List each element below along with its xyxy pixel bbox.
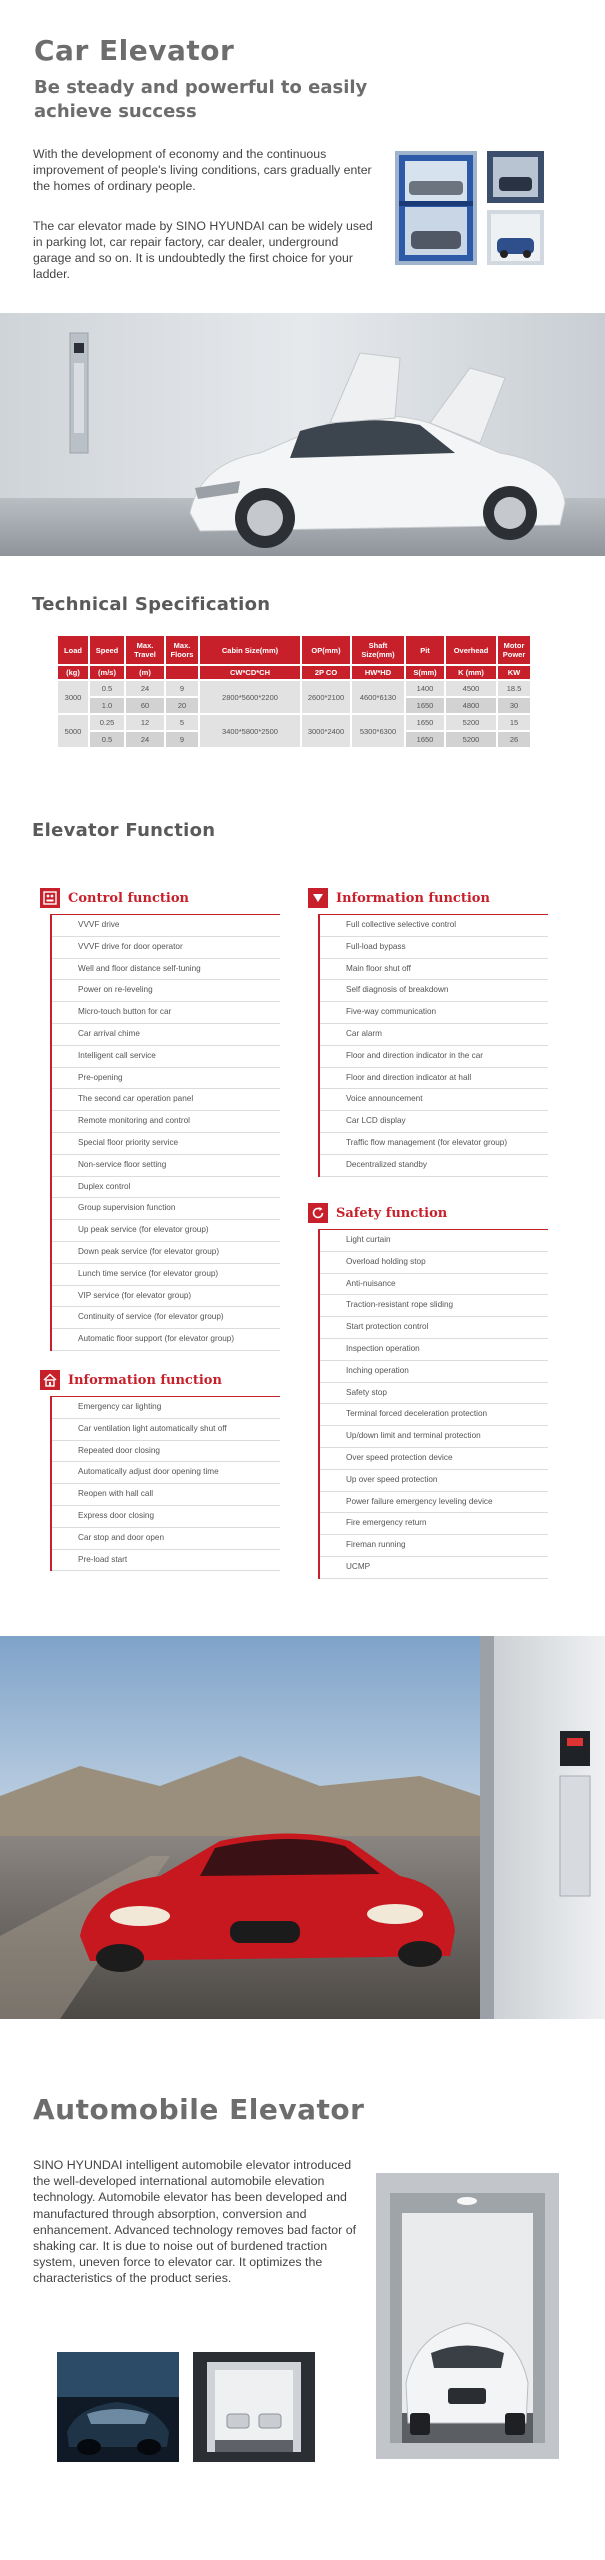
list-item: VVVF drive for door operator: [52, 937, 280, 959]
cell-power: 18.5: [498, 681, 530, 696]
list-item: The second car operation panel: [52, 1089, 280, 1111]
list-item: Power failure emergency leveling device: [320, 1492, 548, 1514]
cell-speed: 0.5: [90, 681, 124, 696]
dark-car-photo: [57, 2352, 179, 2462]
list-item: Pre-load start: [52, 1550, 280, 1572]
header-max-floors: Max. Floors: [166, 636, 198, 664]
list-item: Full collective selective control: [320, 915, 548, 937]
header-overhead: Overhead: [446, 636, 496, 664]
cell-speed: 0.25: [90, 715, 124, 730]
list-item: Repeated door closing: [52, 1441, 280, 1463]
cell-overhead: 4800: [446, 698, 496, 713]
unit-power: KW: [498, 666, 530, 679]
cell-load: 5000: [58, 715, 88, 747]
list-item: Automatic floor support (for elevator group): [52, 1329, 280, 1351]
elevator-garage-photo: [193, 2352, 315, 2462]
info-function-left-header: [40, 1370, 280, 1390]
arrow-down-icon: [308, 888, 328, 908]
cell-op: 3000*2400: [302, 715, 350, 747]
safety-function-list: [318, 1230, 548, 1579]
unit-pit: S(mm): [406, 666, 444, 679]
list-item: Light curtain: [320, 1230, 548, 1252]
parking-lift-photo: [395, 151, 477, 265]
list-item: Floor and direction indicator at hall: [320, 1068, 548, 1090]
list-item: Remote monitoring and control: [52, 1111, 280, 1133]
list-item: Voice announcement: [320, 1089, 548, 1111]
red-car-banner: [0, 1636, 605, 2019]
cell-floors: 9: [166, 681, 198, 696]
list-item: Anti-nuisance: [320, 1274, 548, 1296]
control-function-list: [50, 915, 280, 1351]
info-function-left-title: Information function: [68, 1372, 222, 1388]
info-function-right-block: [308, 888, 548, 1177]
list-item: Fire emergency return: [320, 1513, 548, 1535]
safety-function-header: [308, 1203, 548, 1223]
cell-floors: 20: [166, 698, 198, 713]
list-item: Well and floor distance self-tuning: [52, 959, 280, 981]
list-item: Express door closing: [52, 1506, 280, 1528]
list-item: Car alarm: [320, 1024, 548, 1046]
cell-shaft: 5300*6300: [352, 715, 404, 747]
list-item: Decentralized standby: [320, 1155, 548, 1177]
header-shaft-size: Shaft Size(mm): [352, 636, 404, 664]
info-function-right-header: [308, 888, 548, 908]
car-in-elevator-photo: [376, 2173, 559, 2459]
function-section-title: Elevator Function: [32, 820, 216, 841]
unit-overhead: K (mm): [446, 666, 496, 679]
cell-pit: 1650: [406, 698, 444, 713]
list-item: Safety stop: [320, 1383, 548, 1405]
cell-pit: 1650: [406, 715, 444, 730]
header-speed: Speed: [90, 636, 124, 664]
table-row: [58, 715, 530, 730]
safety-function-title: Safety function: [336, 1205, 448, 1221]
garage-elevator-photo: [487, 151, 544, 203]
control-function-header: [40, 888, 280, 908]
list-item: Car ventilation light automatically shut off: [52, 1419, 280, 1441]
page-title: Car Elevator: [34, 34, 235, 67]
unit-floors: [166, 666, 198, 679]
cell-pit: 1400: [406, 681, 444, 696]
list-item: Reopen with hall call: [52, 1484, 280, 1506]
list-item: Overload holding stop: [320, 1252, 548, 1274]
info-home-icon: [40, 1370, 60, 1390]
list-item: Up over speed protection: [320, 1470, 548, 1492]
list-item: Emergency car lighting: [52, 1397, 280, 1419]
cell-travel: 60: [126, 698, 164, 713]
intro-paragraph-2: The car elevator made by SINO HYUNDAI can be widely used in parking lot, car repair factory, car dealer, underground garage and so on. It is undoubtedly the first choice for your ladder.: [33, 219, 373, 281]
car-lift-photo: [487, 210, 544, 265]
header-pit: Pit: [406, 636, 444, 664]
cell-speed: 0.5: [90, 732, 124, 747]
list-item: Full-load bypass: [320, 937, 548, 959]
unit-op: 2P CO: [302, 666, 350, 679]
safety-function-block: [308, 1203, 548, 1579]
header-cabin-size: Cabin Size(mm): [200, 636, 300, 664]
cell-pit: 1650: [406, 732, 444, 747]
list-item: Floor and direction indicator in the car: [320, 1046, 548, 1068]
info-function-right-title: Information function: [336, 890, 490, 906]
list-item: Up peak service (for elevator group): [52, 1220, 280, 1242]
cell-power: 26: [498, 732, 530, 747]
cell-power: 15: [498, 715, 530, 730]
list-item: Down peak service (for elevator group): [52, 1242, 280, 1264]
info-function-left-block: [40, 1370, 280, 1571]
white-car-banner: [0, 313, 605, 556]
list-item: Intelligent call service: [52, 1046, 280, 1068]
cell-overhead: 4500: [446, 681, 496, 696]
list-item: Lunch time service (for elevator group): [52, 1264, 280, 1286]
list-item: Inching operation: [320, 1361, 548, 1383]
list-item: Continuity of service (for elevator group): [52, 1307, 280, 1329]
spec-section-title: Technical Specification: [32, 594, 271, 615]
spec-table-wrapper: [56, 634, 532, 749]
unit-load: (kg): [58, 666, 88, 679]
control-panel-icon: [40, 888, 60, 908]
refresh-safety-icon: [308, 1203, 328, 1223]
cell-overhead: 5200: [446, 715, 496, 730]
table-row: [58, 681, 530, 696]
list-item: Over speed protection device: [320, 1448, 548, 1470]
list-item: Terminal forced deceleration protection: [320, 1404, 548, 1426]
cell-power: 30: [498, 698, 530, 713]
subtitle-line-1: Be steady and powerful to easily: [34, 77, 368, 98]
list-item: Group supervision function: [52, 1198, 280, 1220]
control-function-block: [40, 888, 280, 1351]
unit-cabin: CW*CD*CH: [200, 666, 300, 679]
list-item: Car stop and door open: [52, 1528, 280, 1550]
intro-subtitle: [34, 76, 367, 124]
list-item: Special floor priority service: [52, 1133, 280, 1155]
cell-cabin: 2800*5600*2200: [200, 681, 300, 713]
header-op: OP(mm): [302, 636, 350, 664]
cell-shaft: 4600*6130: [352, 681, 404, 713]
spec-table: [56, 634, 532, 749]
cell-travel: 12: [126, 715, 164, 730]
auto-title: Automobile Elevator: [33, 2093, 365, 2126]
list-item: Non-service floor setting: [52, 1155, 280, 1177]
subtitle-line-2: achieve success: [34, 101, 197, 122]
list-item: Self diagnosis of breakdown: [320, 980, 548, 1002]
list-item: Start protection control: [320, 1317, 548, 1339]
list-item: Micro-touch button for car: [52, 1002, 280, 1024]
list-item: Car arrival chime: [52, 1024, 280, 1046]
list-item: Traction-resistant rope sliding: [320, 1295, 548, 1317]
info-function-right-list: [318, 915, 548, 1177]
list-item: VIP service (for elevator group): [52, 1286, 280, 1308]
cell-floors: 9: [166, 732, 198, 747]
list-item: Car LCD display: [320, 1111, 548, 1133]
control-function-title: Control function: [68, 890, 189, 906]
list-item: Main floor shut off: [320, 959, 548, 981]
unit-shaft: HW*HD: [352, 666, 404, 679]
cell-op: 2600*2100: [302, 681, 350, 713]
list-item: Five-way communication: [320, 1002, 548, 1024]
list-item: UCMP: [320, 1557, 548, 1579]
intro-paragraph-1: With the development of economy and the continuous improvement of people's living conditions, cars gradually enter the homes of ordinary people.: [33, 147, 372, 193]
cell-floors: 5: [166, 715, 198, 730]
cell-travel: 24: [126, 681, 164, 696]
auto-paragraph: SINO HYUNDAI intelligent automobile elevator introduced the well-developed international automobile elevation technology. Automobile elevator has been developed and manufactured through absorption, conversion and enhancement. Advanced technology removes bad factor of shaking car. It is due to noise out of burdened traction system, uneven force to elevator car. It optimizes the characteristics of the product series.: [33, 2158, 357, 2286]
cell-speed: 1.0: [90, 698, 124, 713]
list-item: Pre-opening: [52, 1068, 280, 1090]
cell-overhead: 5200: [446, 732, 496, 747]
header-load: Load: [58, 636, 88, 664]
cell-load: 3000: [58, 681, 88, 713]
cell-cabin: 3400*5800*2500: [200, 715, 300, 747]
list-item: VVVF drive: [52, 915, 280, 937]
header-motor-power: Motor Power: [498, 636, 530, 664]
info-function-left-list: [50, 1397, 280, 1571]
header-max-travel: Max. Travel: [126, 636, 164, 664]
unit-speed: (m/s): [90, 666, 124, 679]
list-item: Power on re-leveling: [52, 980, 280, 1002]
list-item: Up/down limit and terminal protection: [320, 1426, 548, 1448]
list-item: Traffic flow management (for elevator group): [320, 1133, 548, 1155]
list-item: Inspection operation: [320, 1339, 548, 1361]
cell-travel: 24: [126, 732, 164, 747]
unit-travel: (m): [126, 666, 164, 679]
list-item: Duplex control: [52, 1177, 280, 1199]
list-item: Automatically adjust door opening time: [52, 1462, 280, 1484]
list-item: Fireman running: [320, 1535, 548, 1557]
